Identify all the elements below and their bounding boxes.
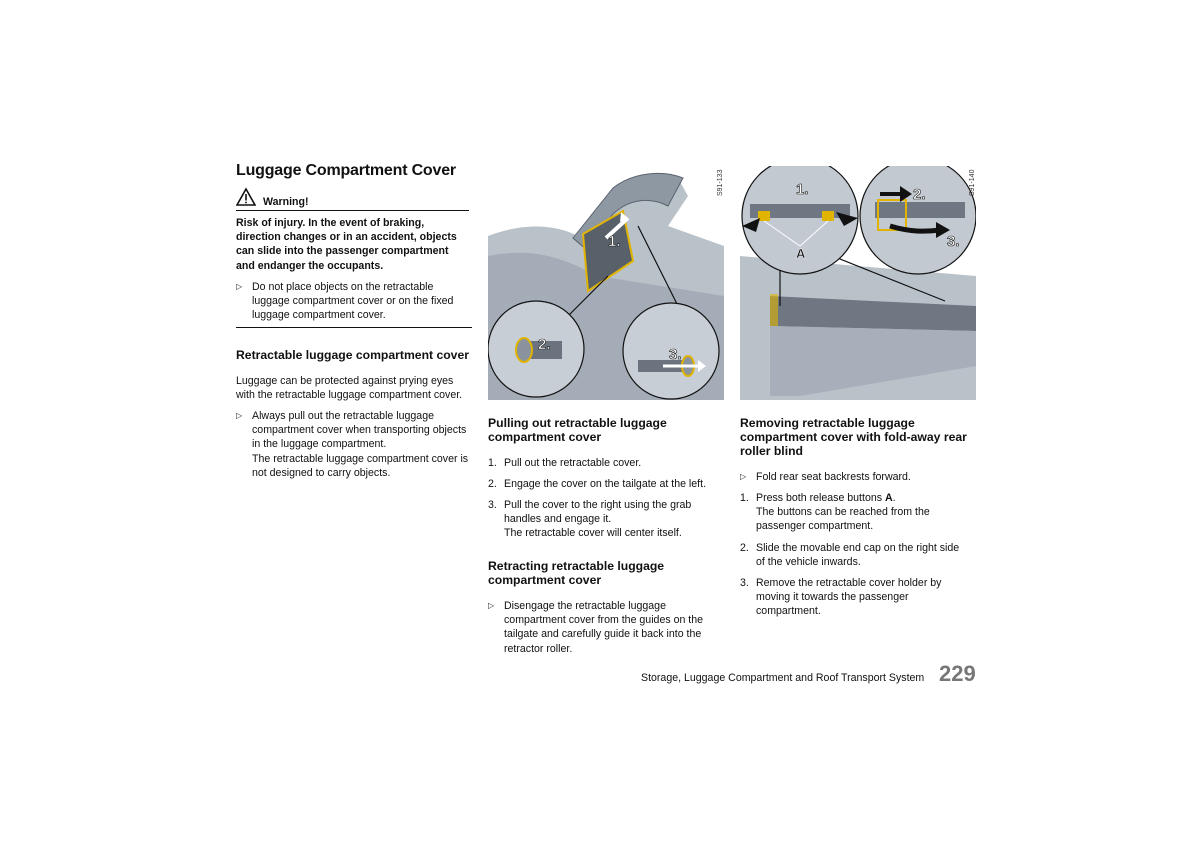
warning-top-rule — [236, 210, 469, 211]
figure2-label-a: A — [796, 246, 806, 261]
figure2-code: S91-140 — [969, 169, 976, 196]
figure1-label-3: 3. — [669, 346, 682, 363]
intro-paragraph: Luggage can be protected against prying eyes with the retractable luggage compartment cover. — [236, 375, 463, 402]
figure1-code: S91-133 — [717, 169, 724, 196]
footer-section-title: Storage, Luggage Compartment and Roof Transport System — [641, 672, 925, 684]
section-heading: Retractable luggage compartment cover — [236, 348, 469, 362]
figure2-label-3: 3. — [947, 233, 960, 250]
figure1-label-2: 2. — [538, 336, 551, 353]
warning-label: Warning! — [263, 196, 309, 208]
figure-roller-blind — [740, 166, 976, 400]
figure2-label-2: 2. — [913, 186, 926, 203]
removing-heading: Removing retractable luggage compartment cover with fold-away rear roller blind — [740, 416, 967, 458]
pull-out-heading: Pulling out retractable luggage compartment cover — [488, 416, 667, 444]
page-number: 229 — [939, 661, 976, 686]
warning-text: Risk of injury. In the event of braking, direction changes or in an accident, objects can slide into the passenger compartment and endanger the occupants. — [236, 217, 457, 272]
figure1-label-1: 1. — [608, 233, 621, 250]
warning-icon — [236, 187, 256, 207]
page-title: Luggage Compartment Cover — [236, 162, 456, 179]
figure2-label-1: 1. — [796, 181, 809, 198]
retract-heading: Retracting retractable luggage compartment cover — [488, 559, 665, 587]
figure-tailgate-cover — [488, 166, 724, 400]
warning-bottom-rule — [236, 327, 472, 328]
